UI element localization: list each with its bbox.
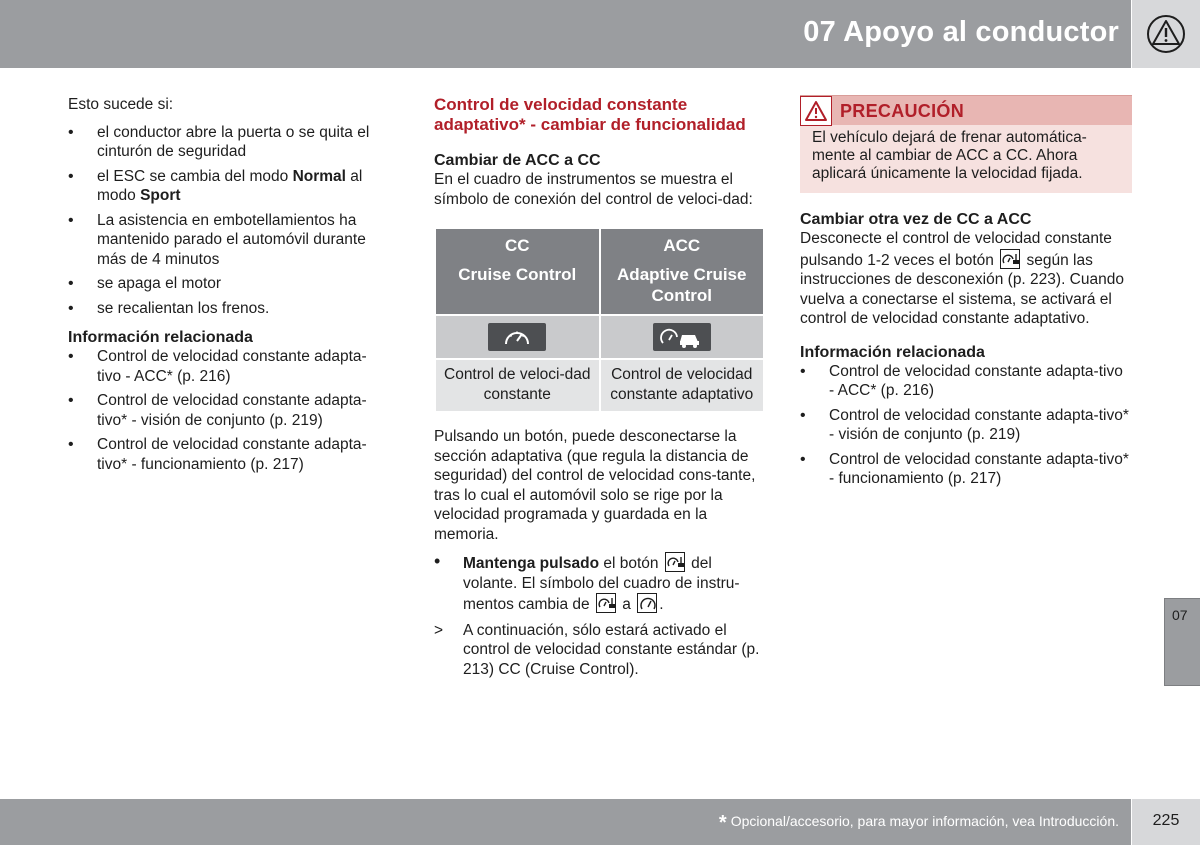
table-header-acc: ACC Adaptive Cruise Control [600,228,765,315]
page-number: 225 [1132,799,1200,845]
header-icon-box [1132,0,1200,68]
table-header-cc: CC Cruise Control [435,228,600,315]
step-item: > A continuación, sólo estará activado el control de velocidad constante estándar (p. 213) CC (Cruise Control). [434,621,760,678]
warning-triangle-icon [800,96,832,126]
related-link[interactable]: • Control de velocidad constante adapta-tivo* - funcionamiento (p. 217) [68,435,386,474]
related-link[interactable]: • Control de velocidad constante adapta-tivo* - visión de conjunto (p. 219) [68,391,386,430]
body-text: Desconecte el control de velocidad constante pulsando 1-2 veces el botón según las instrucciones de desconexión (p. 223). Cuando vuelva a conectarse el sistema, se activará el control de velocidad constante adaptativo. [800,230,1124,327]
related-links-list [800,362,1132,489]
related-info-heading: Información relacionada [68,329,253,346]
list-item: • se apaga el motor [68,274,386,294]
adaptive-cruise-symbol-icon [596,593,616,613]
adaptive-cruise-button-icon [1000,249,1020,269]
related-link[interactable]: • Control de velocidad constante adapta-tivo - ACC* (p. 216) [68,347,386,386]
table-cell-icon [600,315,765,359]
speedometer-icon [488,323,546,351]
column-middle [434,95,766,684]
page-footer [0,799,1131,845]
list-item: • el conductor abre la puerta o se quita el cinturón de seguridad [68,123,386,162]
caution-text: El vehículo dejará de frenar automática-mente al cambiar de ACC a CC. Ahora aplicará únicamente la velocidad fijada. [800,125,1132,193]
sub-heading: Cambiar de ACC a CC [434,152,601,169]
adaptive-cruise-icon [653,323,711,351]
table-cell-icon [435,315,600,359]
warning-triangle-icon [1146,14,1186,54]
caution-label: PRECAUCIÓN [840,101,965,121]
related-info-heading: Información relacionada [800,343,985,361]
sub-heading: Cambiar otra vez de CC a ACC [800,211,1032,228]
related-link[interactable]: • Control de velocidad constante adapta-tivo - ACC* (p. 216) [800,362,1132,401]
list-item: • se recalientan los frenos. [68,299,386,319]
column-right [800,95,1132,494]
caution-header [800,95,1132,125]
conditions-list [68,123,386,319]
cruise-mode-table [434,227,765,413]
intro-text: Esto sucede si: [68,96,174,113]
related-link[interactable]: • Control de velocidad constante adapta-tivo* - visión de conjunto (p. 219) [800,406,1132,445]
adaptive-cruise-button-icon [665,552,685,572]
caution-box [800,95,1132,193]
section-heading: Control de velocidad constante adaptativo* - cambiar de funcionalidad [434,95,746,134]
body-text: Pulsando un botón, puede desconectarse la sección adaptativa (que regula la distancia de seguridad) del control de velocidad cons-tante, tras lo cual el automóvil solo se rige por la velocidad programada y guardada en la memoria. [434,428,756,543]
table-cell-desc: Control de veloci-dad constante [435,359,600,412]
list-item: • el ESC se cambia del modo Normal al modo Sport [68,167,386,206]
step-item: • Mantenga pulsado el botón del volante. El símbolo del cuadro de instru-mentos cambia de a . [434,551,740,613]
list-item: • La asistencia en embotellamientos ha mantenido parado el automóvil durante más de 4 minutos [68,211,386,270]
page-header [0,0,1131,68]
footer-note: * Opcional/accesorio, para mayor información, vea Introducción. [718,812,1119,834]
chapter-tab[interactable]: 07 [1164,598,1200,686]
column-left [68,95,386,479]
related-links-list [68,347,386,474]
steps-list [434,552,766,679]
table-cell-desc: Control de velocidad constante adaptativo [600,359,765,412]
speedometer-symbol-icon [637,593,657,613]
intro-text: En el cuadro de instrumentos se muestra el símbolo de conexión del control de veloci-dad: [434,171,753,208]
chapter-title: 07 Apoyo al conductor [803,16,1119,48]
related-link[interactable]: • Control de velocidad constante adapta-tivo* - funcionamiento (p. 217) [800,450,1132,489]
